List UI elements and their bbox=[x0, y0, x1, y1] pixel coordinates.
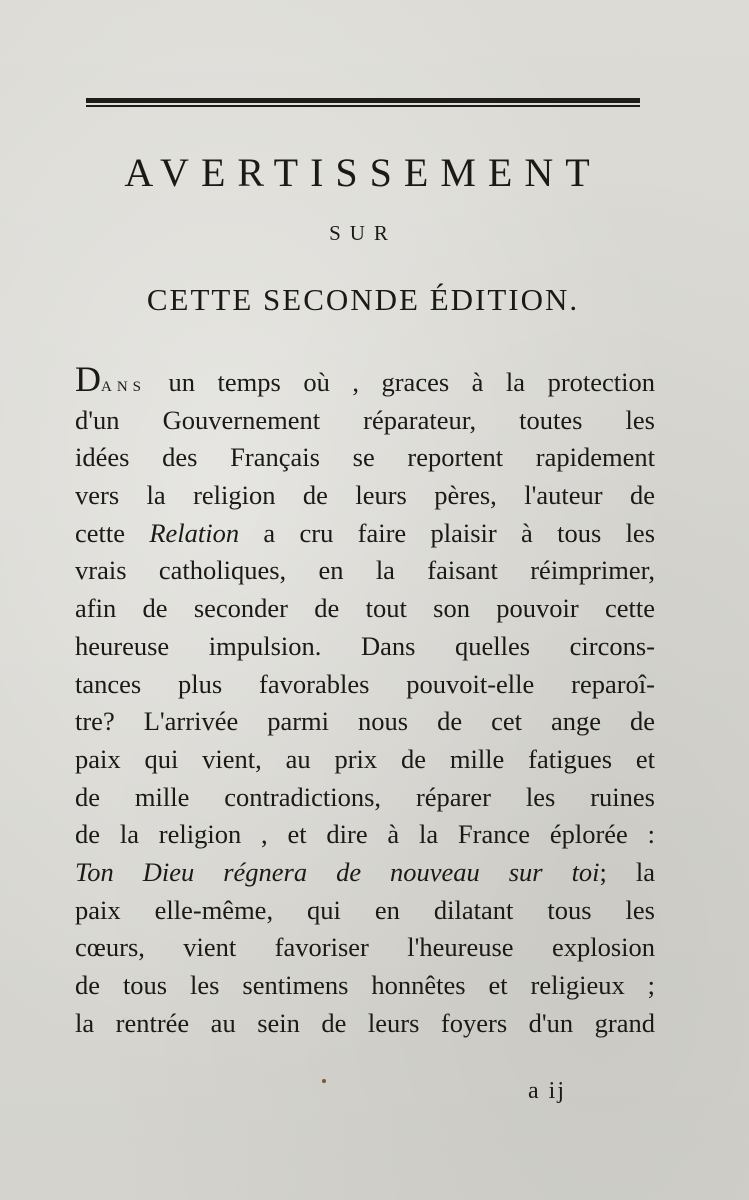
line-5-after: a cru faire plaisir à tous les bbox=[239, 517, 656, 548]
text-line-14 bbox=[75, 854, 655, 892]
text-line-8: heureuse impulsion. Dans quelles circons- bbox=[75, 630, 655, 661]
text-line-11: paix qui vient, au prix de mille fatigues et bbox=[75, 743, 655, 774]
line-14-italic: Ton Dieu régnera de nouveau sur toi bbox=[75, 856, 600, 887]
rule-thick bbox=[86, 98, 640, 103]
text-line-6: vrais catholiques, en la faisant réimprimer, bbox=[75, 555, 655, 586]
text-line-10: tre? L'arrivée parmi nous de cet ange de bbox=[75, 706, 655, 737]
section-title: CETTE SECONDE ÉDITION. bbox=[146, 282, 580, 317]
text-line-5 bbox=[75, 515, 655, 553]
small-caps: ANS bbox=[101, 379, 147, 395]
text-line-13: de la religion , et dire à la France éplorée : bbox=[75, 819, 655, 850]
signature-mark: a ij bbox=[528, 1078, 566, 1104]
text-line-2: d'un Gouvernement réparateur, toutes les bbox=[75, 404, 655, 435]
page-title: AVERTISSEMENT bbox=[124, 150, 602, 195]
drop-cap: D bbox=[75, 359, 101, 399]
line-5-italic: Relation bbox=[149, 517, 240, 548]
top-double-rule bbox=[86, 98, 640, 108]
body-paragraph bbox=[75, 359, 656, 1042]
text-line-15: paix elle-même, qui en dilatant tous les bbox=[75, 894, 655, 925]
text-line-4: vers la religion de leurs pères, l'auteur de bbox=[75, 480, 655, 511]
page-subtitle: SUR bbox=[329, 221, 397, 245]
text-line-1 bbox=[75, 359, 655, 402]
text-line-18: la rentrée au sein de leurs foyers d'un grand bbox=[75, 1007, 655, 1038]
line-14-after: ; la bbox=[599, 856, 655, 887]
rule-thin bbox=[86, 105, 640, 107]
text-line-12: de mille contradictions, réparer les ruines bbox=[75, 781, 655, 812]
line-1-rest: un temps où , graces à la protection bbox=[146, 367, 655, 397]
paper-speck bbox=[322, 1079, 326, 1083]
line-5-before: cette bbox=[75, 517, 150, 548]
text-line-7: afin de seconder de tout son pouvoir cette bbox=[75, 593, 655, 624]
text-line-16: cœurs, vient favoriser l'heureuse explosion bbox=[75, 932, 655, 963]
text-line-3: idées des Français se reportent rapidement bbox=[75, 442, 655, 473]
text-line-17: de tous les sentimens honnêtes et religieux ; bbox=[75, 970, 655, 1000]
text-line-9: tances plus favorables pouvoit-elle reparoî- bbox=[75, 668, 655, 699]
